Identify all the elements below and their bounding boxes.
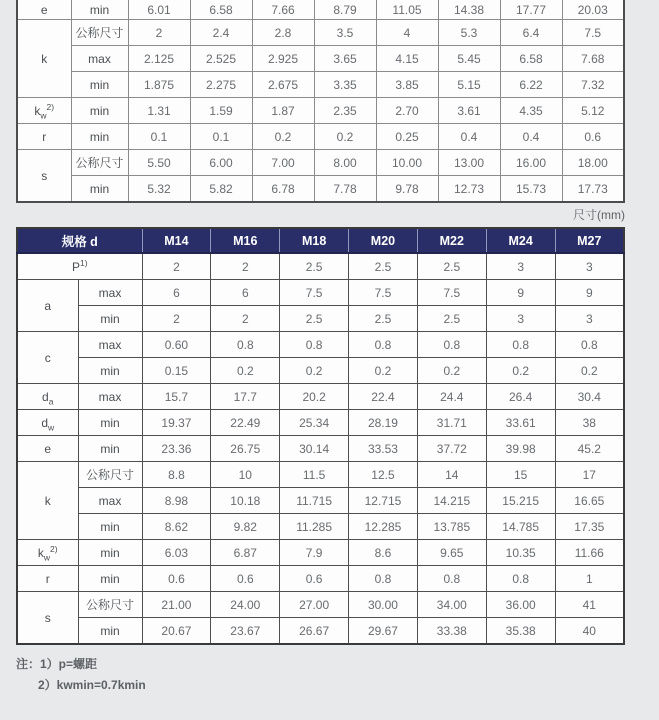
- table-row: [17, 410, 624, 436]
- value-cell: 28.19: [349, 410, 418, 436]
- condition-cell: min: [71, 124, 128, 150]
- value-cell: 4.15: [376, 46, 438, 72]
- value-cell: 11.05: [376, 0, 438, 20]
- row-label-cell: k: [17, 462, 78, 540]
- condition-cell: 公称尺寸: [78, 462, 142, 488]
- row-label-cell: e: [17, 436, 78, 462]
- spec-header-cell: 规格 d: [17, 228, 142, 253]
- value-cell: 0.8: [486, 566, 555, 592]
- value-cell: 5.3: [438, 20, 500, 46]
- table-row: [17, 253, 624, 280]
- value-cell: 0.8: [486, 332, 555, 358]
- value-cell: 2.525: [190, 46, 252, 72]
- value-cell: 26.75: [211, 436, 280, 462]
- value-cell: 15.7: [142, 384, 211, 410]
- row-label-cell: $d_a$: [17, 384, 78, 410]
- value-cell: 0.6: [142, 566, 211, 592]
- value-cell: 2: [142, 306, 211, 332]
- table-row: [17, 592, 624, 618]
- table-row: [17, 46, 624, 72]
- row-label-cell: $k_w^{2)}$: [17, 540, 78, 566]
- value-cell: 9.65: [417, 540, 486, 566]
- value-cell: 7.78: [314, 176, 376, 203]
- value-cell: 7.66: [252, 0, 314, 20]
- value-cell: 2.5: [280, 253, 349, 280]
- condition-cell: min: [71, 0, 128, 20]
- value-cell: 7.9: [280, 540, 349, 566]
- value-cell: 22.4: [349, 384, 418, 410]
- value-cell: 2.35: [314, 98, 376, 124]
- value-cell: 17.77: [500, 0, 562, 20]
- value-cell: 16.00: [500, 150, 562, 176]
- condition-cell: min: [71, 98, 128, 124]
- value-cell: 1.31: [128, 98, 190, 124]
- value-cell: 27.00: [280, 592, 349, 618]
- value-cell: 13.00: [438, 150, 500, 176]
- row-label-cell: r: [17, 566, 78, 592]
- value-cell: 10.18: [211, 488, 280, 514]
- value-cell: 12.285: [349, 514, 418, 540]
- row-label-cell: $P^{1)}$: [17, 253, 142, 280]
- table-row: [17, 150, 624, 176]
- value-cell: 0.2: [314, 124, 376, 150]
- unit-label: 尺寸(mm): [573, 208, 625, 222]
- value-cell: 33.38: [417, 618, 486, 645]
- size-header-cell: M18: [280, 228, 349, 253]
- value-cell: 0.6: [211, 566, 280, 592]
- value-cell: 35.38: [486, 618, 555, 645]
- value-cell: 0.2: [252, 124, 314, 150]
- value-cell: 21.00: [142, 592, 211, 618]
- value-cell: 11.66: [555, 540, 624, 566]
- value-cell: 3.85: [376, 72, 438, 98]
- value-cell: 3.61: [438, 98, 500, 124]
- value-cell: 12.5: [349, 462, 418, 488]
- value-cell: 30.4: [555, 384, 624, 410]
- value-cell: 5.45: [438, 46, 500, 72]
- value-cell: 2.70: [376, 98, 438, 124]
- value-cell: 0.8: [417, 566, 486, 592]
- condition-cell: min: [78, 306, 142, 332]
- row-label-cell: r: [17, 124, 71, 150]
- value-cell: 0.2: [417, 358, 486, 384]
- value-cell: 22.49: [211, 410, 280, 436]
- value-cell: 30.00: [349, 592, 418, 618]
- value-cell: 2: [128, 20, 190, 46]
- value-cell: 7.68: [562, 46, 624, 72]
- row-label-cell: s: [17, 150, 71, 203]
- value-cell: 6: [142, 280, 211, 306]
- value-cell: 19.37: [142, 410, 211, 436]
- value-cell: 29.67: [349, 618, 418, 645]
- size-header-cell: M24: [486, 228, 555, 253]
- value-cell: 2.5: [417, 253, 486, 280]
- condition-cell: max: [71, 46, 128, 72]
- note-line: 2）kwmin=0.7kmin: [38, 678, 146, 692]
- value-cell: 4: [376, 20, 438, 46]
- value-cell: 13.785: [417, 514, 486, 540]
- condition-cell: 公称尺寸: [78, 592, 142, 618]
- value-cell: 0.60: [142, 332, 211, 358]
- value-cell: 0.8: [555, 332, 624, 358]
- value-cell: 24.4: [417, 384, 486, 410]
- upper-dimension-table: [16, 0, 625, 203]
- value-cell: 12.715: [349, 488, 418, 514]
- value-cell: 7.5: [280, 280, 349, 306]
- value-cell: 6: [211, 280, 280, 306]
- value-cell: 7.32: [562, 72, 624, 98]
- value-cell: 10.35: [486, 540, 555, 566]
- value-cell: 2: [142, 253, 211, 280]
- condition-cell: 公称尺寸: [71, 20, 128, 46]
- value-cell: 3.5: [314, 20, 376, 46]
- size-header-cell: M16: [211, 228, 280, 253]
- value-cell: 14: [417, 462, 486, 488]
- value-cell: 2.675: [252, 72, 314, 98]
- table-row: [17, 306, 624, 332]
- value-cell: 0.8: [280, 332, 349, 358]
- value-cell: 16.65: [555, 488, 624, 514]
- value-cell: 11.715: [280, 488, 349, 514]
- table-row: [17, 566, 624, 592]
- value-cell: 2.275: [190, 72, 252, 98]
- table-row: [17, 176, 624, 203]
- table-row: [17, 384, 624, 410]
- value-cell: 33.53: [349, 436, 418, 462]
- value-cell: 1: [555, 566, 624, 592]
- value-cell: 0.4: [500, 124, 562, 150]
- value-cell: 20.03: [562, 0, 624, 20]
- table-row: [17, 0, 624, 20]
- condition-cell: min: [78, 514, 142, 540]
- value-cell: 5.82: [190, 176, 252, 203]
- condition-cell: max: [78, 488, 142, 514]
- value-cell: 0.1: [190, 124, 252, 150]
- value-cell: 8.6: [349, 540, 418, 566]
- value-cell: 2: [211, 253, 280, 280]
- value-cell: 2.5: [349, 306, 418, 332]
- table-row: [17, 98, 624, 124]
- value-cell: 5.12: [562, 98, 624, 124]
- value-cell: 12.73: [438, 176, 500, 203]
- value-cell: 1.87: [252, 98, 314, 124]
- table-row: [17, 72, 624, 98]
- table-row: [17, 280, 624, 306]
- value-cell: 0.15: [142, 358, 211, 384]
- size-header-cell: M27: [555, 228, 624, 253]
- value-cell: 9: [555, 280, 624, 306]
- condition-cell: min: [78, 436, 142, 462]
- value-cell: 17.35: [555, 514, 624, 540]
- value-cell: 7.5: [349, 280, 418, 306]
- value-cell: 26.4: [486, 384, 555, 410]
- value-cell: 20.67: [142, 618, 211, 645]
- value-cell: 8.00: [314, 150, 376, 176]
- value-cell: 45.2: [555, 436, 624, 462]
- value-cell: 0.4: [438, 124, 500, 150]
- condition-cell: min: [78, 566, 142, 592]
- value-cell: 0.6: [280, 566, 349, 592]
- value-cell: 6.58: [500, 46, 562, 72]
- value-cell: 5.50: [128, 150, 190, 176]
- value-cell: 38: [555, 410, 624, 436]
- value-cell: 8.79: [314, 0, 376, 20]
- row-label-cell: s: [17, 592, 78, 645]
- value-cell: 14.215: [417, 488, 486, 514]
- size-header-cell: M20: [349, 228, 418, 253]
- value-cell: 2.5: [417, 306, 486, 332]
- value-cell: 5.32: [128, 176, 190, 203]
- value-cell: 8.62: [142, 514, 211, 540]
- value-cell: 33.61: [486, 410, 555, 436]
- value-cell: 3: [486, 306, 555, 332]
- value-cell: 2.925: [252, 46, 314, 72]
- value-cell: 0.25: [376, 124, 438, 150]
- value-cell: 6.58: [190, 0, 252, 20]
- condition-cell: max: [78, 280, 142, 306]
- value-cell: 9: [486, 280, 555, 306]
- value-cell: 7.5: [417, 280, 486, 306]
- condition-cell: min: [71, 72, 128, 98]
- value-cell: 23.36: [142, 436, 211, 462]
- value-cell: 0.2: [349, 358, 418, 384]
- condition-cell: min: [78, 618, 142, 645]
- value-cell: 2.5: [280, 306, 349, 332]
- value-cell: 2.8: [252, 20, 314, 46]
- row-label-cell: c: [17, 332, 78, 384]
- value-cell: 2: [211, 306, 280, 332]
- condition-cell: max: [78, 332, 142, 358]
- value-cell: 7.00: [252, 150, 314, 176]
- value-cell: 15.215: [486, 488, 555, 514]
- value-cell: 0.2: [555, 358, 624, 384]
- size-header-cell: M14: [142, 228, 211, 253]
- value-cell: 0.1: [128, 124, 190, 150]
- size-header-cell: M22: [417, 228, 486, 253]
- value-cell: 40: [555, 618, 624, 645]
- value-cell: 41: [555, 592, 624, 618]
- condition-cell: min: [71, 176, 128, 203]
- value-cell: 0.8: [349, 566, 418, 592]
- table-row: [17, 332, 624, 358]
- value-cell: 6.78: [252, 176, 314, 203]
- value-cell: 2.125: [128, 46, 190, 72]
- value-cell: 0.2: [486, 358, 555, 384]
- value-cell: 15.73: [500, 176, 562, 203]
- condition-cell: min: [78, 540, 142, 566]
- value-cell: 0.8: [211, 332, 280, 358]
- row-label-cell: e: [17, 0, 71, 20]
- table-row: [17, 618, 624, 645]
- value-cell: 0.6: [562, 124, 624, 150]
- value-cell: 20.2: [280, 384, 349, 410]
- row-label-cell: $d_w$: [17, 410, 78, 436]
- table-row: [17, 462, 624, 488]
- value-cell: 26.67: [280, 618, 349, 645]
- table-row: [17, 20, 624, 46]
- value-cell: 4.35: [500, 98, 562, 124]
- notes: [16, 654, 625, 696]
- table-row: [17, 540, 624, 566]
- value-cell: 2.5: [349, 253, 418, 280]
- value-cell: 37.72: [417, 436, 486, 462]
- value-cell: 14.785: [486, 514, 555, 540]
- condition-cell: min: [78, 410, 142, 436]
- value-cell: 17.73: [562, 176, 624, 203]
- value-cell: 2.4: [190, 20, 252, 46]
- value-cell: 36.00: [486, 592, 555, 618]
- value-cell: 23.67: [211, 618, 280, 645]
- value-cell: 11.5: [280, 462, 349, 488]
- value-cell: 30.14: [280, 436, 349, 462]
- value-cell: 11.285: [280, 514, 349, 540]
- table-row: [17, 488, 624, 514]
- note-line: 注：1）p=螺距: [16, 657, 98, 671]
- value-cell: 8.8: [142, 462, 211, 488]
- main-dimension-table: [16, 227, 625, 645]
- value-cell: 17: [555, 462, 624, 488]
- row-label-cell: $k_w^{2)}$: [17, 98, 71, 124]
- condition-cell: max: [78, 384, 142, 410]
- value-cell: 0.8: [349, 332, 418, 358]
- value-cell: 3.65: [314, 46, 376, 72]
- value-cell: 6.03: [142, 540, 211, 566]
- table-row: [17, 358, 624, 384]
- value-cell: 3: [555, 253, 624, 280]
- value-cell: 5.15: [438, 72, 500, 98]
- value-cell: 31.71: [417, 410, 486, 436]
- table-row: [17, 124, 624, 150]
- value-cell: 1.59: [190, 98, 252, 124]
- value-cell: 24.00: [211, 592, 280, 618]
- value-cell: 15: [486, 462, 555, 488]
- value-cell: 9.82: [211, 514, 280, 540]
- value-cell: 14.38: [438, 0, 500, 20]
- header-row: [17, 228, 624, 253]
- value-cell: 7.5: [562, 20, 624, 46]
- value-cell: 10: [211, 462, 280, 488]
- condition-cell: min: [78, 358, 142, 384]
- value-cell: 1.875: [128, 72, 190, 98]
- value-cell: 6.22: [500, 72, 562, 98]
- value-cell: 6.87: [211, 540, 280, 566]
- value-cell: 39.98: [486, 436, 555, 462]
- value-cell: 6.4: [500, 20, 562, 46]
- row-label-cell: a: [17, 280, 78, 332]
- value-cell: 34.00: [417, 592, 486, 618]
- value-cell: 25.34: [280, 410, 349, 436]
- value-cell: 6.00: [190, 150, 252, 176]
- value-cell: 0.8: [417, 332, 486, 358]
- table-row: [17, 514, 624, 540]
- value-cell: 0.2: [211, 358, 280, 384]
- value-cell: 9.78: [376, 176, 438, 203]
- value-cell: 3: [486, 253, 555, 280]
- condition-cell: 公称尺寸: [71, 150, 128, 176]
- value-cell: 3.35: [314, 72, 376, 98]
- value-cell: 10.00: [376, 150, 438, 176]
- row-label-cell: k: [17, 20, 71, 98]
- value-cell: 3: [555, 306, 624, 332]
- value-cell: 17.7: [211, 384, 280, 410]
- value-cell: 8.98: [142, 488, 211, 514]
- table-row: [17, 436, 624, 462]
- value-cell: 0.2: [280, 358, 349, 384]
- value-cell: 6.01: [128, 0, 190, 20]
- value-cell: 18.00: [562, 150, 624, 176]
- main-table-header: [17, 228, 624, 253]
